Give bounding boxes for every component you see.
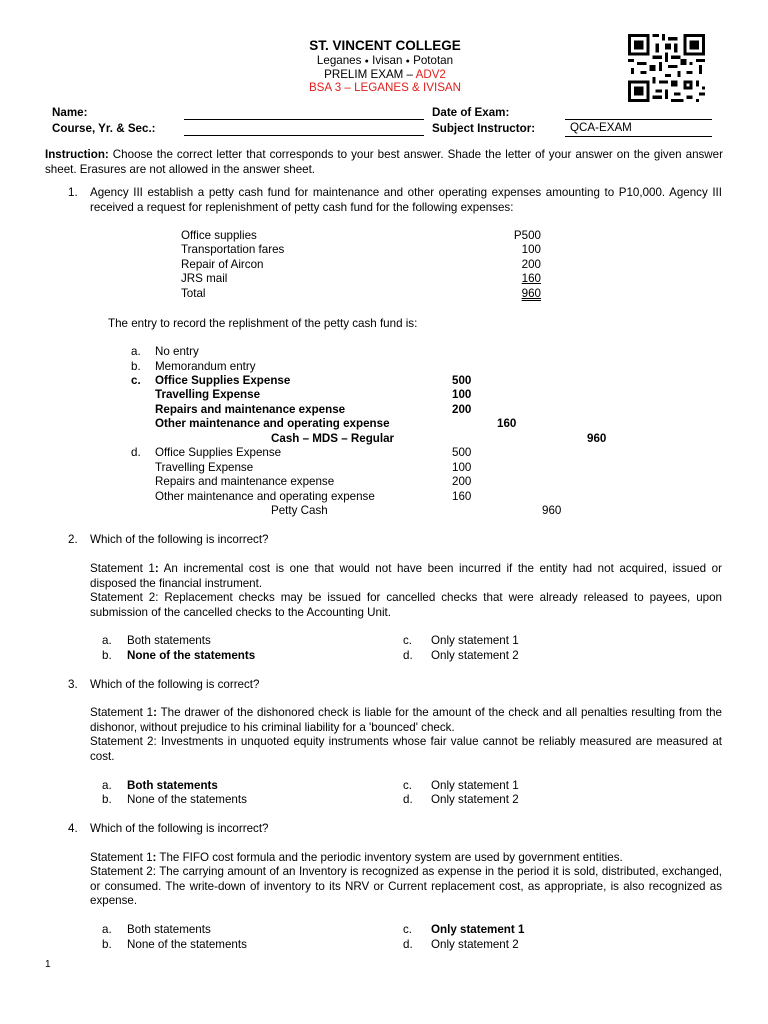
question-4-statement-1 bbox=[90, 851, 722, 866]
journal-account: Repairs and maintenance expense bbox=[155, 403, 346, 416]
journal-debit: 100 bbox=[452, 388, 472, 401]
statement-colon: : bbox=[152, 851, 157, 864]
statement-text: The FIFO cost formula and the periodic inventory system are used by government entities. bbox=[156, 851, 623, 864]
expense-item: Transportation fares bbox=[181, 243, 285, 256]
journal-credit-account: Cash – MDS – Regular bbox=[271, 432, 395, 445]
campus-1: Leganes bbox=[316, 54, 362, 67]
choice-letter: d. bbox=[403, 649, 413, 662]
choice-letter: a. bbox=[102, 779, 112, 792]
statement-colon: : bbox=[153, 706, 157, 719]
question-1-prompt: The entry to record the replishment of the petty cash fund is: bbox=[108, 317, 418, 330]
expense-item: Office supplies bbox=[181, 229, 257, 242]
journal-debit: 500 bbox=[452, 374, 472, 387]
statement-label: Statement 1 bbox=[90, 562, 155, 575]
choice-letter: a. bbox=[102, 634, 112, 647]
journal-credit: 960 bbox=[587, 432, 607, 445]
journal-account: Travelling Expense bbox=[155, 461, 254, 474]
question-3-text: Which of the following is correct? bbox=[90, 678, 260, 691]
campus-3: Pototan bbox=[413, 54, 454, 67]
question-4-statement-2: Statement 2: The carrying amount of an Inventory is recognized as expense in the period it is sold, distributed, exchanged, or consumed. The write-down of inventory to its NRV or Current replacement cost, as appropriate, is also recognized as expense. bbox=[90, 865, 722, 907]
question-3-statement-2: Statement 2: Investments in unquoted equity instruments whose fair value cannot be reliably measured are measured at cost. bbox=[90, 735, 722, 763]
expense-total-value: 960 bbox=[521, 287, 541, 300]
choice-text: Memorandum entry bbox=[155, 360, 256, 373]
choice-letter: c. bbox=[403, 779, 413, 792]
journal-debit: 200 bbox=[452, 403, 472, 416]
choice-text: Only statement 2 bbox=[431, 938, 519, 951]
instruction-text: Choose the correct letter that corresponds to your best answer. Shade the letter of your answer on the given answer sheet. Erasures are not allowed in the answer sheet. bbox=[45, 148, 723, 176]
choice-letter: c. bbox=[131, 374, 141, 387]
name-label: Name: bbox=[52, 106, 88, 119]
campus-2: Ivisan bbox=[372, 54, 403, 67]
journal-account: Other maintenance and operating expense bbox=[155, 417, 390, 430]
choice-letter: a. bbox=[102, 923, 112, 936]
journal-account: Other maintenance and operating expense bbox=[155, 490, 375, 503]
choice-text: None of the statements bbox=[127, 938, 247, 951]
journal-account: Travelling Expense bbox=[155, 388, 261, 401]
choice-text: Both statements bbox=[127, 923, 211, 936]
journal-debit: 160 bbox=[452, 490, 472, 503]
question-4-text: Which of the following is incorrect? bbox=[90, 822, 269, 835]
journal-credit-account: Petty Cash bbox=[271, 504, 328, 517]
journal-debit: 200 bbox=[452, 475, 472, 488]
question-1-text: Agency III establish a petty cash fund for maintenance and other operating expenses amounting to P10,000. Agency III received a request for replenishment of petty cash fund for the following expenses: bbox=[90, 186, 722, 214]
statement-text: The drawer of the dishonored check is liable for the amount of the check and all penalties resulting from the dishonor, without prejudice to his criminal liability for a 'bounced' check. bbox=[90, 706, 723, 734]
choice-text: Only statement 2 bbox=[431, 793, 519, 806]
qr-code-icon bbox=[628, 34, 705, 102]
journal-account: Repairs and maintenance expense bbox=[155, 475, 335, 488]
choice-letter: d. bbox=[403, 938, 413, 951]
question-number: 1. bbox=[68, 186, 78, 199]
expense-item: Repair of Aircon bbox=[181, 258, 264, 271]
statement-colon: : bbox=[154, 562, 159, 575]
expense-amount bbox=[490, 272, 541, 287]
choice-letter: c. bbox=[403, 634, 413, 647]
choice-letter: d. bbox=[403, 793, 413, 806]
question-2-statement-1 bbox=[90, 562, 722, 591]
choice-letter: a. bbox=[131, 345, 141, 358]
instructor-field[interactable]: QCA-EXAM bbox=[565, 121, 712, 137]
date-field[interactable] bbox=[565, 119, 712, 120]
question-2-text: Which of the following is incorrect? bbox=[90, 533, 269, 546]
statement-label: Statement 1 bbox=[90, 851, 153, 864]
choice-letter: b. bbox=[102, 793, 112, 806]
statement-label: Statement 1 bbox=[90, 706, 154, 719]
choice-text: None of the statements bbox=[127, 793, 247, 806]
question-number: 2. bbox=[68, 533, 78, 546]
choice-text: None of the statements bbox=[127, 649, 256, 662]
bullet-icon: ● bbox=[405, 58, 410, 65]
question-number: 4. bbox=[68, 822, 78, 835]
instruction bbox=[45, 148, 723, 177]
journal-debit: 160 bbox=[497, 417, 517, 430]
choice-text: Only statement 1 bbox=[431, 779, 519, 792]
journal-debit: 100 bbox=[452, 461, 472, 474]
choice-text: Both statements bbox=[127, 779, 218, 792]
page-number: 1 bbox=[45, 959, 51, 970]
statement-text: An incremental cost is one that would not have been incurred if the entity had not acquired, issued or disposed the financial instrument. bbox=[90, 562, 722, 590]
exam-subject: ADV2 bbox=[415, 68, 446, 81]
choice-letter: b. bbox=[102, 938, 112, 951]
expense-total-label: Total bbox=[181, 287, 206, 300]
expense-item: JRS mail bbox=[181, 272, 228, 285]
section-line: BSA 3 – LEGANES & IVISAN bbox=[308, 81, 462, 94]
choice-text: Only statement 2 bbox=[431, 649, 519, 662]
choice-text: Both statements bbox=[127, 634, 211, 647]
instruction-label: Instruction: bbox=[45, 148, 109, 161]
question-2-statement-2: Statement 2: Replacement checks may be issued for cancelled checks that were already released to payees, upon submission of the cancelled checks to the Accounting Unit. bbox=[90, 591, 722, 619]
question-3-statement-1 bbox=[90, 706, 722, 735]
bullet-icon: ● bbox=[364, 58, 369, 65]
name-field[interactable] bbox=[184, 119, 424, 120]
expense-total-amount bbox=[490, 287, 541, 302]
expense-amount: P500 bbox=[513, 229, 541, 242]
choice-text: Only statement 1 bbox=[431, 634, 519, 647]
exam-prefix: PRELIM EXAM – bbox=[324, 68, 416, 81]
choice-letter: b. bbox=[131, 360, 141, 373]
journal-credit: 960 bbox=[542, 504, 562, 517]
expense-amount-value: 160 bbox=[521, 272, 541, 285]
choice-letter: c. bbox=[403, 923, 413, 936]
question-number: 3. bbox=[68, 678, 78, 691]
journal-account: Office Supplies Expense bbox=[155, 374, 291, 387]
instructor-label: Subject Instructor: bbox=[432, 122, 536, 135]
expense-amount: 200 bbox=[521, 258, 541, 271]
choice-letter: b. bbox=[102, 649, 112, 662]
college-name: ST. VINCENT COLLEGE bbox=[309, 38, 461, 53]
journal-account: Office Supplies Expense bbox=[155, 446, 282, 459]
expense-amount: 100 bbox=[521, 243, 541, 256]
date-label: Date of Exam: bbox=[432, 106, 510, 119]
course-label: Course, Yr. & Sec.: bbox=[52, 122, 156, 135]
choice-text: No entry bbox=[155, 345, 199, 358]
journal-debit: 500 bbox=[452, 446, 472, 459]
choice-text: Only statement 1 bbox=[431, 923, 525, 936]
choice-letter: d. bbox=[131, 446, 141, 459]
course-field[interactable] bbox=[184, 135, 424, 136]
